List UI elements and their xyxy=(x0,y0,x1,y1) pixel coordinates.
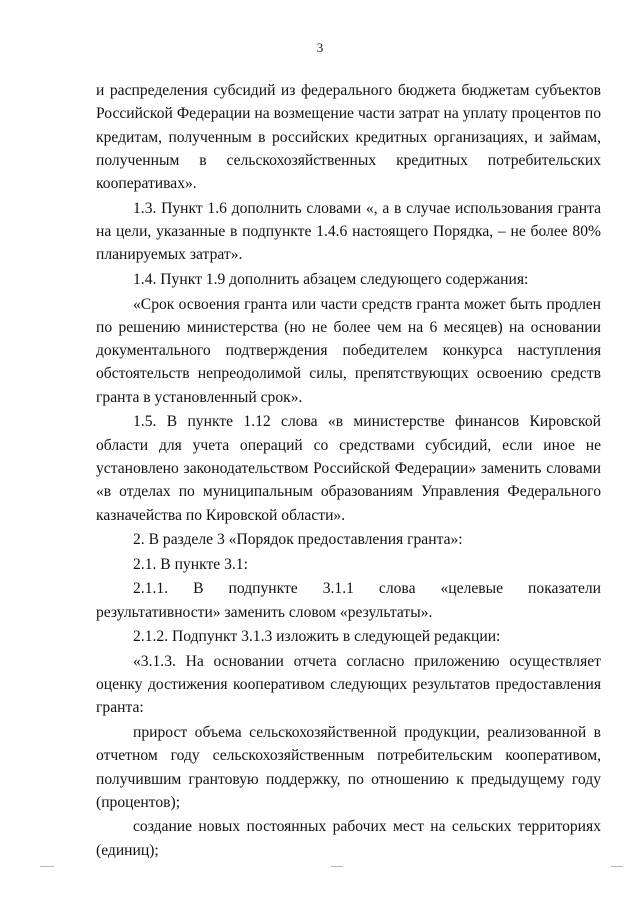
page-number: 3 xyxy=(316,40,324,55)
paragraph-continuation: и распределения субсидий из федерального бюджета бюджетам субъектов Российской Федерации на возмещение части затрат на уплату процентов по кредитам, полученным в российских кредитных организациях, и займам, полученным в сельскохозяйственных кредитных потребительских кооперативах». xyxy=(96,82,601,193)
scan-artifact-center xyxy=(331,866,343,867)
paragraph-item-2-1-2: 2.1.2. Подпункт 3.1.3 изложить в следующей редакции: xyxy=(133,628,501,646)
paragraph-item-2: 2. В разделе 3 «Порядок предоставления гранта»: xyxy=(133,531,463,549)
paragraph-item-1-3: 1.3. Пункт 1.6 дополнить словами «, а в случае использования гранта на цели, указанные в подпункте 1.4.6 настоящего Порядка, – не более 80% планируемых затрат». xyxy=(96,199,601,264)
paragraph-item-1-5: 1.5. В пункте 1.12 слова «в министерстве финансов Кировской области для учета операций со средствами субсидий, если иное не установлено законодательством Российской Федерации» заменить словами «в отделах по муниципальным образованиям Управления Федерального казначейства по Кировской области». xyxy=(96,413,601,524)
paragraph-quote-grant-term: «Срок освоения гранта или части средств гранта может быть продлен по решению министерства (но не более чем на 6 месяцев) на основании документального подтверждения победителем конкурса наступления обстоятельств непреодолимой силы, препятствующих освоению средств гранта в установленный срок». xyxy=(96,295,601,406)
paragraph-item-2-1: 2.1. В пункте 3.1: xyxy=(133,555,248,573)
document-body xyxy=(96,79,601,863)
paragraph-item-2-1-1: 2.1.1. В подпункте 3.1.1 слова «целевые показатели результативности» заменить словом «результаты». xyxy=(96,580,601,621)
paragraph-result-new-jobs: создание новых постоянных рабочих мест на сельских территориях (единиц); xyxy=(96,818,601,859)
paragraph-result-production-growth: прирост объема сельскохозяйственной продукции, реализованной в отчетном году сельскохозяйственным потребительским кооперативом, получившим грантовую поддержку, по отношению к предыдущему году (процентов); xyxy=(96,723,601,811)
paragraph-item-1-4: 1.4. Пункт 1.9 дополнить абзацем следующего содержания: xyxy=(133,270,529,288)
scan-artifact-left xyxy=(40,866,54,867)
paragraph-item-3-1-3: «3.1.3. На основании отчета согласно приложению осуществляет оценку достижения кооперативом следующих результатов предоставления гранта: xyxy=(96,652,601,717)
scan-artifact-right xyxy=(611,866,623,867)
